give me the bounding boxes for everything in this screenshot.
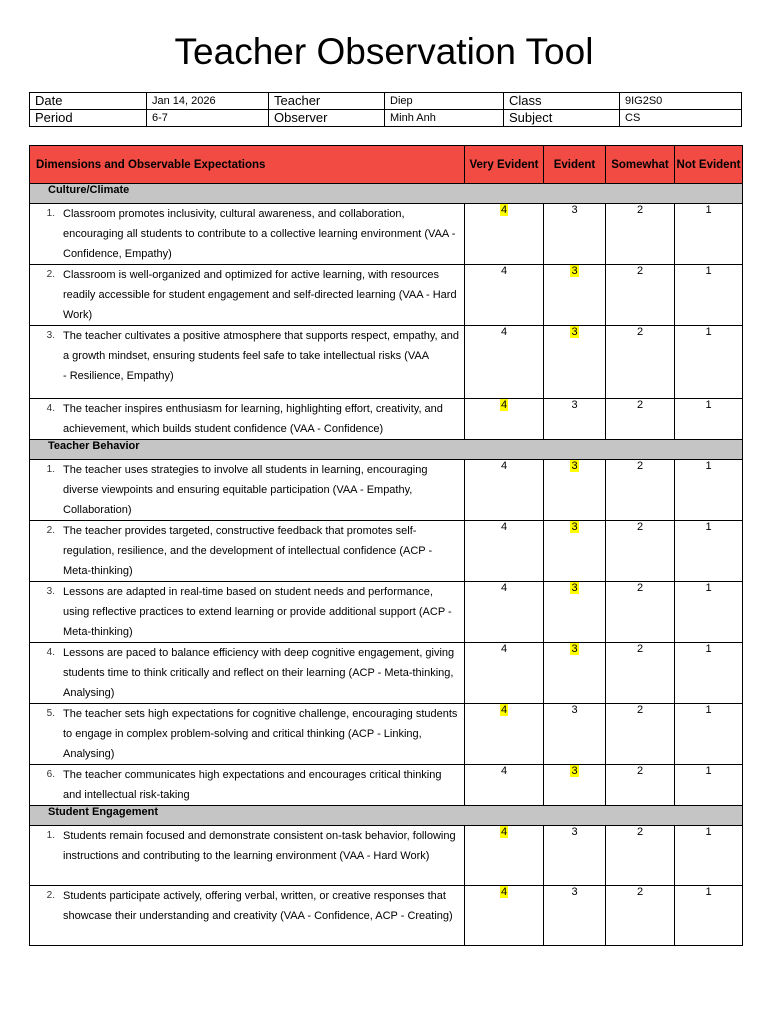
expectation-cell (30, 643, 465, 704)
score-cell-not-evident[interactable] (675, 460, 743, 521)
score-cell-very-evident[interactable] (465, 265, 544, 326)
page-title: Teacher Observation Tool (174, 31, 594, 72)
score-cell-somewhat[interactable] (606, 326, 675, 399)
score-value: 1 (705, 204, 712, 216)
score-cell-evident[interactable] (544, 643, 606, 704)
section-row (30, 806, 743, 826)
score-value: 3 (571, 399, 578, 411)
score-cell-evident[interactable] (544, 204, 606, 265)
score-value: 3 (571, 521, 578, 533)
header-very-evident: Very Evident (465, 146, 544, 184)
item-number: 3. (46, 330, 55, 341)
item-number: 2. (46, 525, 55, 536)
period-label: Period (30, 110, 147, 127)
score-value: 4 (500, 204, 508, 216)
score-cell-evident[interactable] (544, 704, 606, 765)
item-text: Classroom promotes inclusivity, cultural awareness, and collaboration, encouraging all students to contribute to a collective learning environment (VAA - Confidence, Empathy) (63, 208, 456, 260)
score-cell-very-evident[interactable] (465, 765, 544, 806)
expectation-cell (30, 886, 465, 946)
score-value: 3 (571, 582, 578, 594)
expectation-cell (30, 765, 465, 806)
item-number: 1. (46, 208, 55, 219)
item-number: 2. (46, 890, 55, 901)
item-text: The teacher communicates high expectations and encourages critical thinking and intellectual risk-taking (63, 769, 442, 801)
expectation-cell (30, 460, 465, 521)
score-cell-not-evident[interactable] (675, 204, 743, 265)
table-row (30, 326, 743, 399)
score-value: 2 (636, 582, 644, 594)
score-value: 2 (636, 265, 644, 277)
score-value: 1 (705, 521, 712, 533)
score-cell-not-evident[interactable] (675, 826, 743, 886)
score-value: 3 (571, 886, 578, 898)
score-cell-very-evident[interactable] (465, 643, 544, 704)
section-row (30, 440, 743, 460)
expectation-cell (30, 582, 465, 643)
score-value: 2 (636, 204, 644, 216)
score-value: 1 (705, 826, 712, 838)
observer-label: Observer (269, 110, 385, 127)
header-evident: Evident (544, 146, 606, 184)
section-title: Student Engagement (30, 806, 743, 826)
expectation-cell (30, 326, 465, 399)
score-value: 1 (705, 886, 712, 898)
observer-value[interactable]: Minh Anh (385, 110, 504, 127)
expectation-cell (30, 399, 465, 440)
score-value: 1 (705, 582, 712, 594)
table-row (30, 765, 743, 806)
item-number: 1. (46, 830, 55, 841)
score-value: 4 (500, 704, 508, 716)
item-number: 4. (46, 403, 55, 414)
score-cell-evident[interactable] (544, 826, 606, 886)
score-cell-not-evident[interactable] (675, 265, 743, 326)
score-cell-evident[interactable] (544, 460, 606, 521)
score-cell-not-evident[interactable] (675, 886, 743, 946)
score-value: 2 (636, 704, 644, 716)
expectation-cell (30, 265, 465, 326)
score-cell-evident[interactable] (544, 326, 606, 399)
score-cell-not-evident[interactable] (675, 521, 743, 582)
score-value: 3 (571, 265, 578, 277)
score-cell-very-evident[interactable] (465, 204, 544, 265)
item-text: Lessons are adapted in real-time based on student needs and performance, using reflective practices to extend learning or provide additional support (ACP - Meta-thinking) (63, 586, 452, 638)
score-value: 4 (500, 765, 508, 777)
date-value[interactable]: Jan 14, 2026 (147, 93, 269, 110)
class-value[interactable]: 9IG2S0 (620, 93, 742, 110)
score-value: 3 (571, 460, 578, 472)
score-cell-somewhat[interactable] (606, 521, 675, 582)
class-label: Class (504, 93, 620, 110)
expectation-cell (30, 704, 465, 765)
score-cell-evident[interactable] (544, 582, 606, 643)
score-cell-somewhat[interactable] (606, 204, 675, 265)
score-value: 2 (636, 399, 644, 411)
score-value: 1 (705, 460, 712, 472)
score-cell-evident[interactable] (544, 886, 606, 946)
item-text: The teacher inspires enthusiasm for learning, highlighting effort, creativity, and achievement, which builds student confidence (VAA - Confidence) (63, 403, 443, 435)
section-row (30, 184, 743, 204)
teacher-label: Teacher (269, 93, 385, 110)
expectation-cell (30, 204, 465, 265)
score-cell-very-evident[interactable] (465, 521, 544, 582)
score-cell-evident[interactable] (544, 521, 606, 582)
teacher-value[interactable]: Diep (385, 93, 504, 110)
score-cell-somewhat[interactable] (606, 460, 675, 521)
score-value: 2 (636, 521, 644, 533)
score-cell-somewhat[interactable] (606, 765, 675, 806)
score-cell-somewhat[interactable] (606, 265, 675, 326)
date-label: Date (30, 93, 147, 110)
score-cell-somewhat[interactable] (606, 582, 675, 643)
score-value: 1 (705, 704, 712, 716)
expectation-cell (30, 521, 465, 582)
table-row (30, 704, 743, 765)
item-number: 3. (46, 586, 55, 597)
item-text: Students remain focused and demonstrate consistent on-task behavior, following instructions and contributing to the learning environment (VAA - Hard Work) (63, 830, 456, 862)
score-cell-somewhat[interactable] (606, 643, 675, 704)
score-value: 2 (636, 886, 644, 898)
score-value: 3 (571, 704, 578, 716)
score-value: 2 (636, 326, 644, 338)
item-text: Classroom is well-organized and optimized for active learning, with resources readily accessible for student engagement and self-directed learning (VAA - Hard Work) (63, 269, 457, 321)
score-cell-very-evident[interactable] (465, 704, 544, 765)
score-value: 1 (705, 643, 712, 655)
table-row (30, 886, 743, 946)
score-value: 4 (500, 460, 508, 472)
table-row (30, 643, 743, 704)
item-text: The teacher sets high expectations for cognitive challenge, encouraging students to engage in complex problem-solving and critical thinking (ACP - Linking, Analysing) (63, 708, 458, 760)
score-cell-very-evident[interactable] (465, 582, 544, 643)
table-row (30, 521, 743, 582)
expectation-cell (30, 826, 465, 886)
score-cell-very-evident[interactable] (465, 886, 544, 946)
score-value: 4 (500, 643, 508, 655)
score-cell-somewhat[interactable] (606, 886, 675, 946)
score-value: 1 (705, 326, 712, 338)
table-row (30, 582, 743, 643)
score-value: 3 (571, 326, 578, 338)
item-number: 4. (46, 647, 55, 658)
score-value: 2 (636, 765, 644, 777)
subject-value[interactable]: CS (620, 110, 742, 127)
item-text: The teacher cultivates a positive atmosphere that supports respect, empathy, and a growth mindset, ensuring students feel safe to take intellectual risks (VAA - Resilience, Empathy) (63, 330, 460, 382)
score-cell-very-evident[interactable] (465, 399, 544, 440)
score-cell-evident[interactable] (544, 399, 606, 440)
observation-table (29, 145, 743, 946)
score-cell-not-evident[interactable] (675, 326, 743, 399)
score-value: 3 (571, 765, 578, 777)
score-cell-somewhat[interactable] (606, 826, 675, 886)
score-value: 2 (636, 826, 644, 838)
item-text: The teacher provides targeted, constructive feedback that promotes self-regulation, resilience, and the development of intellectual confidence (ACP - Meta-thinking) (63, 525, 433, 577)
info-row-2 (30, 110, 742, 127)
subject-label: Subject (504, 110, 620, 127)
table-row (30, 204, 743, 265)
score-value: 3 (571, 204, 578, 216)
score-value: 2 (636, 460, 644, 472)
score-value: 4 (500, 326, 508, 338)
score-value: 3 (571, 643, 578, 655)
score-cell-evident[interactable] (544, 765, 606, 806)
score-value: 4 (500, 582, 508, 594)
header-row (30, 146, 743, 184)
period-value[interactable]: 6-7 (147, 110, 269, 127)
item-text: The teacher uses strategies to involve all students in learning, encouraging diverse viewpoints and ensuring equitable participation (VAA - Empathy, Collaboration) (63, 464, 428, 516)
score-cell-not-evident[interactable] (675, 399, 743, 440)
item-number: 1. (46, 464, 55, 475)
score-value: 2 (636, 643, 644, 655)
score-value: 4 (500, 399, 508, 411)
item-number: 5. (46, 708, 55, 719)
item-number: 2. (46, 269, 55, 280)
score-value: 3 (571, 826, 578, 838)
table-row (30, 265, 743, 326)
info-row-1 (30, 93, 742, 110)
score-value: 1 (705, 765, 712, 777)
score-cell-very-evident[interactable] (465, 326, 544, 399)
header-somewhat: Somewhat (606, 146, 675, 184)
item-number: 6. (46, 769, 55, 780)
score-cell-somewhat[interactable] (606, 399, 675, 440)
score-value: 4 (500, 886, 508, 898)
header-not-evident: Not Evident (675, 146, 743, 184)
score-cell-somewhat[interactable] (606, 704, 675, 765)
score-cell-not-evident[interactable] (675, 704, 743, 765)
table-row (30, 460, 743, 521)
score-value: 4 (500, 265, 508, 277)
section-title: Culture/Climate (30, 184, 743, 204)
item-text: Lessons are paced to balance efficiency with deep cognitive engagement, giving students time to think critically and reflect on their learning (ACP - Meta-thinking, Analysing) (63, 647, 455, 699)
score-cell-evident[interactable] (544, 265, 606, 326)
info-table (29, 92, 742, 127)
score-value: 1 (705, 265, 712, 277)
score-cell-very-evident[interactable] (465, 826, 544, 886)
score-cell-not-evident[interactable] (675, 765, 743, 806)
score-value: 4 (500, 826, 508, 838)
score-value: 4 (500, 521, 508, 533)
score-cell-not-evident[interactable] (675, 582, 743, 643)
table-row (30, 399, 743, 440)
observation-body (30, 184, 743, 946)
header-dimensions: Dimensions and Observable Expectations (30, 146, 465, 184)
item-text: Students participate actively, offering verbal, written, or creative responses that showcase their understanding and creativity (VAA - Confidence, ACP - Creating) (63, 890, 453, 922)
table-row (30, 826, 743, 886)
score-value: 1 (705, 399, 712, 411)
score-cell-not-evident[interactable] (675, 643, 743, 704)
section-title: Teacher Behavior (30, 440, 743, 460)
score-cell-very-evident[interactable] (465, 460, 544, 521)
